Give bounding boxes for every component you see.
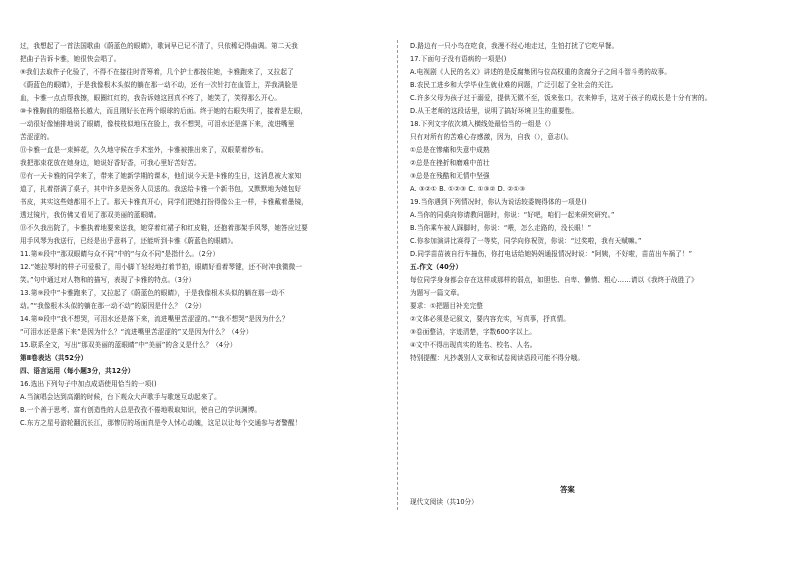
left-text-line: 血，卡雅一点点帮我擦，眼圈红红的，我告诉她这回真不疼了，她笑了，笑得那么开心。 [20, 94, 282, 102]
left-text-line: 笑。”句中通过对人物和的描写，表现了卡雅的特点。（3分） [20, 276, 196, 284]
right-text-line: 要求：①把题目补充完整 [410, 302, 483, 310]
right-text-line: D.同学苗苗被自行车撞伤，你打电话给她妈妈通报情况时说：“阿姨，不好啦，苗苗出车祸了！” [410, 250, 693, 258]
left-text-line: A.当演唱会达到高潮的时候，台下观众大声歌手与歌迷互动起来了。 [20, 393, 221, 401]
left-text-line: B.一个善于思考、富有创造性的人总是孜孜不倦地吸取知识，使自己的学识渊博。 [20, 406, 262, 414]
left-text-line: 我把那束花放在她身边，她说好香好香，可我心里好苦好苦。 [20, 159, 201, 167]
right-text-line: 17.下面句子没有语病的一项是() [410, 55, 507, 63]
left-text-line: 11.第⑥段中“那双眼睛与众不同”中的“与众不同”是指什么。（2分） [20, 250, 220, 258]
left-text-line: 12.“她拉琴时的样子可爱极了，用小脚丫轻轻地打着节拍，眼睛好看着琴键，还不时冲我微微一 [20, 263, 303, 271]
left-text-line: 书皮，其实这些她都用不上了。那天卡雅真开心，同学们把她打扮得像公主一样，卡雅戴着墨镜， [20, 198, 308, 206]
left-text-line: 用手风琴为我送行，已经是出乎意料了，还能听到卡雅《蔚蓝色的眼睛》。 [20, 237, 238, 245]
left-text-line: 13.第⑨段中“卡雅跑来了，又拉起了《蔚蓝色的眼睛》，于是我像根木头似的躺在那一动不 [20, 289, 285, 297]
right-text-line: ③卷面整洁，字迹清楚，字数600字以上。 [410, 328, 536, 336]
right-text-line: 为题写一篇文章。 [410, 289, 464, 297]
right-text-line: A.当你的同桌向你请教问题时，你说：“好吧，咱们一起来研究研究。” [410, 211, 615, 219]
right-text-line: ①总是在惨痛和失意中成熟 [410, 146, 490, 154]
right-text-line: 只有对所有的苦难心存感激，因为，自我（），意志()。 [410, 133, 573, 141]
right-column [410, 40, 774, 365]
right-text-line: 18.下列文字依次填入横线处最恰当的一组是（） [410, 120, 555, 128]
left-text-line: 《蔚蓝色的眼睛》，于是我像根木头似的躺在那一动不动，还有一次针打在血管上，弄我满脸是 [20, 81, 298, 89]
right-text-line: A. ③②① B. ①②③ C. ①③② D. ②①③ [410, 185, 526, 193]
left-text-line: 16.选出下列句子中加点成语使用恰当的一项() [20, 380, 157, 388]
left-text-line: C.东方之星号游轮翻沉长江，那惨厉的场面真是令人怵心动魄，这足以让每个交通参与者警醒！ [20, 419, 302, 427]
left-text-line: 道了，扎着搭满了桌子，其中许多是医务人员送的。我送给卡雅一个新书包，又默默地为她包好 [20, 185, 302, 193]
right-text-line: ②文体必须是记叙文，要内容充实，写真事，抒真情。 [410, 315, 570, 323]
left-text-line: 14.第⑩段中“我不想哭，可泪水还是落下来，流进嘴里苦涩涩的。”“我不想哭”是因为什么？ [20, 315, 289, 323]
left-text-line: 苦涩涩的。 [20, 133, 54, 141]
right-text-line: B.农民工进乡和大学毕业生就业难的问题，广泛引起了全社会的关注。 [410, 81, 618, 89]
left-text-line: 四、语言运用（每小题3分，共12分） [20, 367, 135, 375]
column-divider [397, 40, 399, 510]
left-column [20, 40, 384, 430]
right-text-line: D.路边有一只小鸟在吃食，我漫不经心地走过，生怕打扰了它吃早餐。 [410, 42, 619, 50]
right-text-line: 特别提醒：凡抄袭别人文章和试卷阅读语段可能不得分哦。 [410, 354, 585, 362]
right-text-line: 每位同学身身都会存在这样或那样的弱点，如胆怯、自卑、懒惰、粗心……请以《我终于战胜了》 [410, 276, 698, 284]
right-text-line: A.电视剧《人民的名义》讲述的是反腐集团与位高权重的贪腐分子之间斗智斗勇的故事。 [410, 68, 672, 76]
left-text-line: 第Ⅱ卷表达（共52分） [20, 354, 88, 362]
right-text-line: ④文中不得出现真实的姓名、校名、人名。 [410, 341, 537, 349]
left-text-line: 过，我想起了一首法国歌曲《蔚蓝色的眼睛》，歌词早已记不清了，只依稀记得曲调。第二天我 [20, 42, 298, 50]
left-text-line: ⑩卡雅胸前的细毯格长越大，而且刚好长在两个眼球的后面。终于她的右眼失明了，接着是左眼， [20, 107, 308, 115]
left-text-line: 把曲子告诉卡雅，她很快会唱了。 [20, 55, 121, 63]
right-text-line: C.你参加演讲比赛得了一等奖，同学向你祝贺，你说：“过奖啦，我有天赋嘛。” [410, 237, 642, 245]
left-text-line: 动。”“我像根木头似的躺在那一动不动”的原因是什么？（2分） [20, 302, 206, 310]
left-text-line: ⑬不久我出院了，卡雅执着地要来送我，她穿着红裙子和红皮鞋，还抱着那架手风琴，她答应过要 [20, 224, 308, 232]
left-text-line: 一动很好像铺排地说了眼睛，像枝枝似地压在脸上，我不想哭，可泪水还是落下来，流进嘴里 [20, 120, 295, 128]
left-text-line: 15.联系全文，写出“那双美丽的蓝眼睛”中“美丽”的含义是什么？（4分） [20, 341, 237, 349]
answer-heading: 答案 [560, 485, 575, 494]
right-text-line: C.许多父母为孩子过于溺爱，提供无微不至，饭来张口，衣来伸手，这对于孩子的成长是十分有害的。 [410, 94, 712, 102]
left-text-line: 透过镜片，我仿佛又看见了那双美丽的蓝眼睛。 [20, 211, 161, 219]
left-text-line: ⑫有一天卡雅的同学来了，带来了她新学期的课本，他们说今天是卡雅的生日，这消息被大家知 [20, 172, 302, 180]
left-text-line: ⑨我们去取件子化验了，不得不在接往时青筹着，几个护士都按住她，卡雅跑来了，又拉起了 [20, 68, 294, 76]
right-text-line: 19.当你遇到下列情况时，你认为说话较委婉得体的一项是() [410, 198, 587, 206]
answer-section-label: 现代文阅读（共10分） [410, 498, 478, 506]
right-text-line: ③总是在残酷和无情中坚强 [410, 172, 490, 180]
left-text-line: “可泪水还是落下来”是因为什么？“流进嘴里苦涩涩的”又是因为什么？（4分） [20, 328, 253, 336]
right-text-line: ②总是在挫折和磨难中茁壮 [410, 159, 490, 167]
right-text-line: D.从王老师的这段话里，说明了搞好环境卫生的重要性。 [410, 107, 579, 115]
right-text-line: B.当你乘车被人踩脚时，你说：“喂，怎么走路的，没长眼！” [410, 224, 592, 232]
right-text-line: 五.作文（40分） [410, 263, 463, 271]
left-text-line: ⑪卡雅一直是一束鲜花，久久地守候在手术室外，卡雅被推出来了，双眼蒙着纱布。 [20, 146, 268, 154]
